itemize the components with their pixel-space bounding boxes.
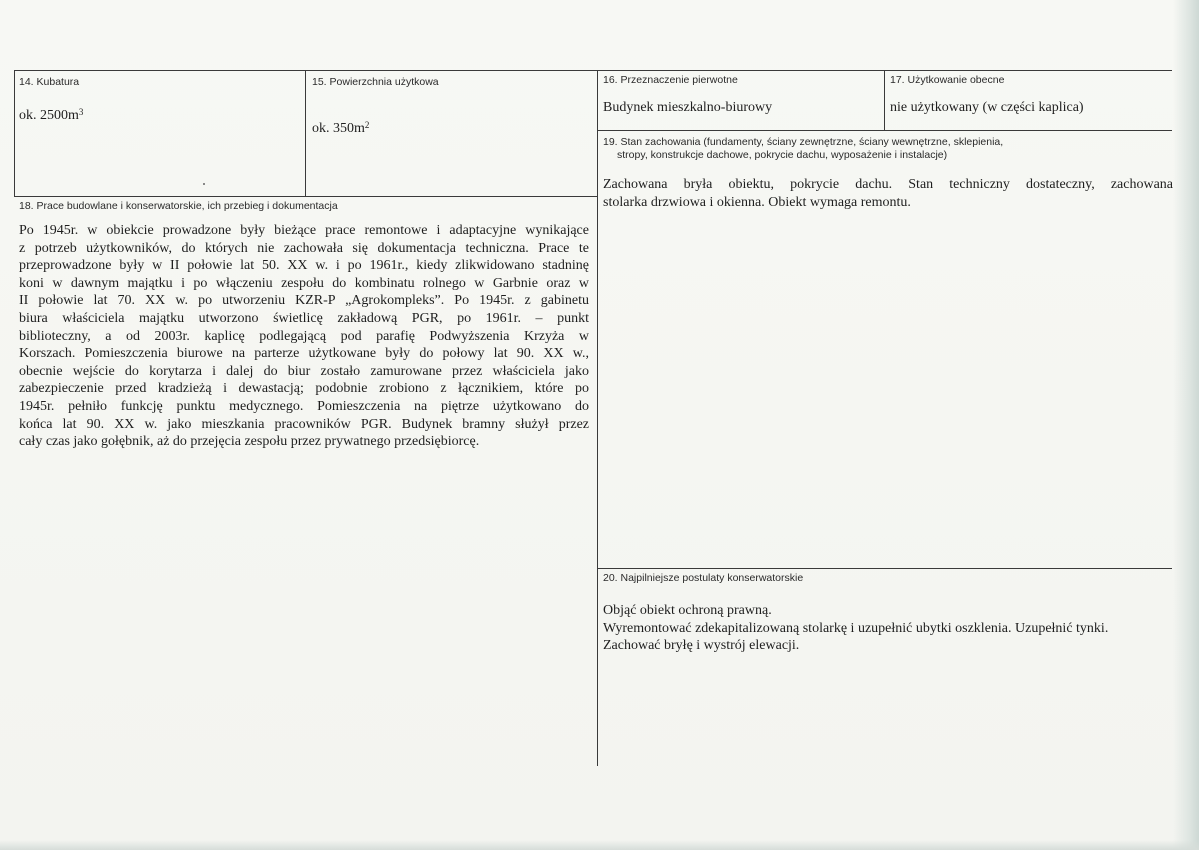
- field-19-line: stolarka drzwiowa i okienna. Obiekt wymaga remontu.: [603, 194, 911, 210]
- field-20-line: Objąć obiekt ochroną prawną.: [603, 603, 772, 618]
- field-18-line: 1945r. pełniło funkcję punktu medycznego. Pomieszczenia na piętrze użytkowano do: [19, 398, 589, 414]
- field-14-label: 14. Kubatura: [19, 76, 80, 88]
- field-15-value: [312, 120, 369, 137]
- field-18-label: 18. Prace budowlane i konserwatorskie, ich przebieg i dokumentacja: [19, 200, 338, 212]
- field-16-label: 16. Przeznaczenie pierwotne: [603, 74, 738, 86]
- field-14-exponent: 3: [78, 107, 84, 117]
- field-18-line: II połowie lat 70. XX w. po utworzeniu KZR-P „Agrokompleks”. Po 1945r. z gabinetu: [19, 293, 589, 309]
- field-18-line: koni w dawnym majątku i po włączeniu zespołu do kombinatu rolnego w Garbnie oraz w: [19, 275, 589, 291]
- field-17-value: nie użytkowany (w części kaplica): [890, 100, 1084, 115]
- scan-speck: [203, 183, 205, 185]
- rule-left: [14, 70, 15, 196]
- field-18-line: cały czas jako gołębnik, aż do przejęcia zespołu przez prywatnego przedsiębiorcę.: [19, 434, 480, 450]
- field-20-label: 20. Najpilniejsze postulaty konserwatorskie: [603, 572, 804, 584]
- field-18-line: Po 1945r. w obiekcie prowadzone były bieżące prace remontowe i adaptacyjne wynikające: [19, 223, 589, 238]
- field-19-text: [603, 176, 1173, 211]
- paper-edge-bottom: [0, 840, 1199, 850]
- field-14-value: [19, 107, 83, 124]
- field-17-label: 17. Użytkowanie obecne: [890, 74, 1005, 86]
- field-18-text: [19, 222, 589, 451]
- field-18-line: Korszach. Pomieszczenia biurowe na parterze użytkowane były do połowy lat 90. XX w.,: [19, 346, 589, 362]
- paper-edge-right: [1173, 0, 1199, 850]
- field-20-line: Wyremontować zdekapitalizowaną stolarkę i uzupełnić ubytki oszklenia. Uzupełnić tynki.: [603, 620, 1109, 636]
- field-16-value: Budynek mieszkalno-biurowy: [603, 100, 773, 115]
- field-15-value-text: ok. 350m: [312, 121, 365, 136]
- field-19-label-line2: stropy, konstrukcje dachowe, pokrycie dachu, wyposażenie i instalacje): [617, 149, 948, 161]
- field-15-label: 15. Powierzchnia użytkowa: [312, 76, 439, 88]
- rule-col-17: [884, 70, 885, 130]
- rule-row2-right: [598, 130, 1172, 131]
- field-19-line: Zachowana bryła obiektu, pokrycie dachu. Stan techniczny dostateczny, zachowana: [603, 177, 1173, 192]
- field-14-value-text: ok. 2500m: [19, 108, 79, 123]
- field-20-line: Zachować bryłę i wystrój elewacji.: [603, 638, 800, 654]
- rule-row2-left: [14, 196, 598, 197]
- field-19-label-line1: 19. Stan zachowania (fundamenty, ściany zewnętrzne, ściany wewnętrzne, sklepienia,: [603, 136, 1004, 148]
- rule-middle: [597, 70, 598, 766]
- field-18-line: z potrzeb użytkowników, do których nie zachowała się dokumentacja techniczna. Prace te: [19, 240, 589, 256]
- field-18-line: biblioteczny, a od 2003r. kaplicę podlegającą pod parafię Podwyższenia Krzyża w: [19, 328, 589, 344]
- field-20-text: [603, 602, 1173, 655]
- field-18-line: biura właściciela majątku utworzono świetlicę zakładową PGR, po 1961r. – punkt: [19, 310, 589, 326]
- rule-col-15: [305, 70, 306, 196]
- field-15-exponent: 2: [364, 120, 370, 130]
- field-18-line: obecnie wejście do korytarza i dalej do biur zostało zamurowane przez właściciela jako: [19, 363, 589, 379]
- field-18-line: przeprowadzone były w II połowie lat 50. XX w. i po 1961r., kiedy zlikwidowano stadninę: [19, 258, 589, 274]
- field-18-line: zabezpieczenie przed kradzieżą i dewastacją; podobnie zrobiono z łącznikiem, które po: [19, 381, 589, 397]
- rule-row3-right: [598, 568, 1172, 569]
- field-18-line: końca lat 90. XX w. jako mieszkania pracowników PGR. Budynek bramny służył przez: [19, 416, 589, 432]
- rule-top: [14, 70, 1172, 71]
